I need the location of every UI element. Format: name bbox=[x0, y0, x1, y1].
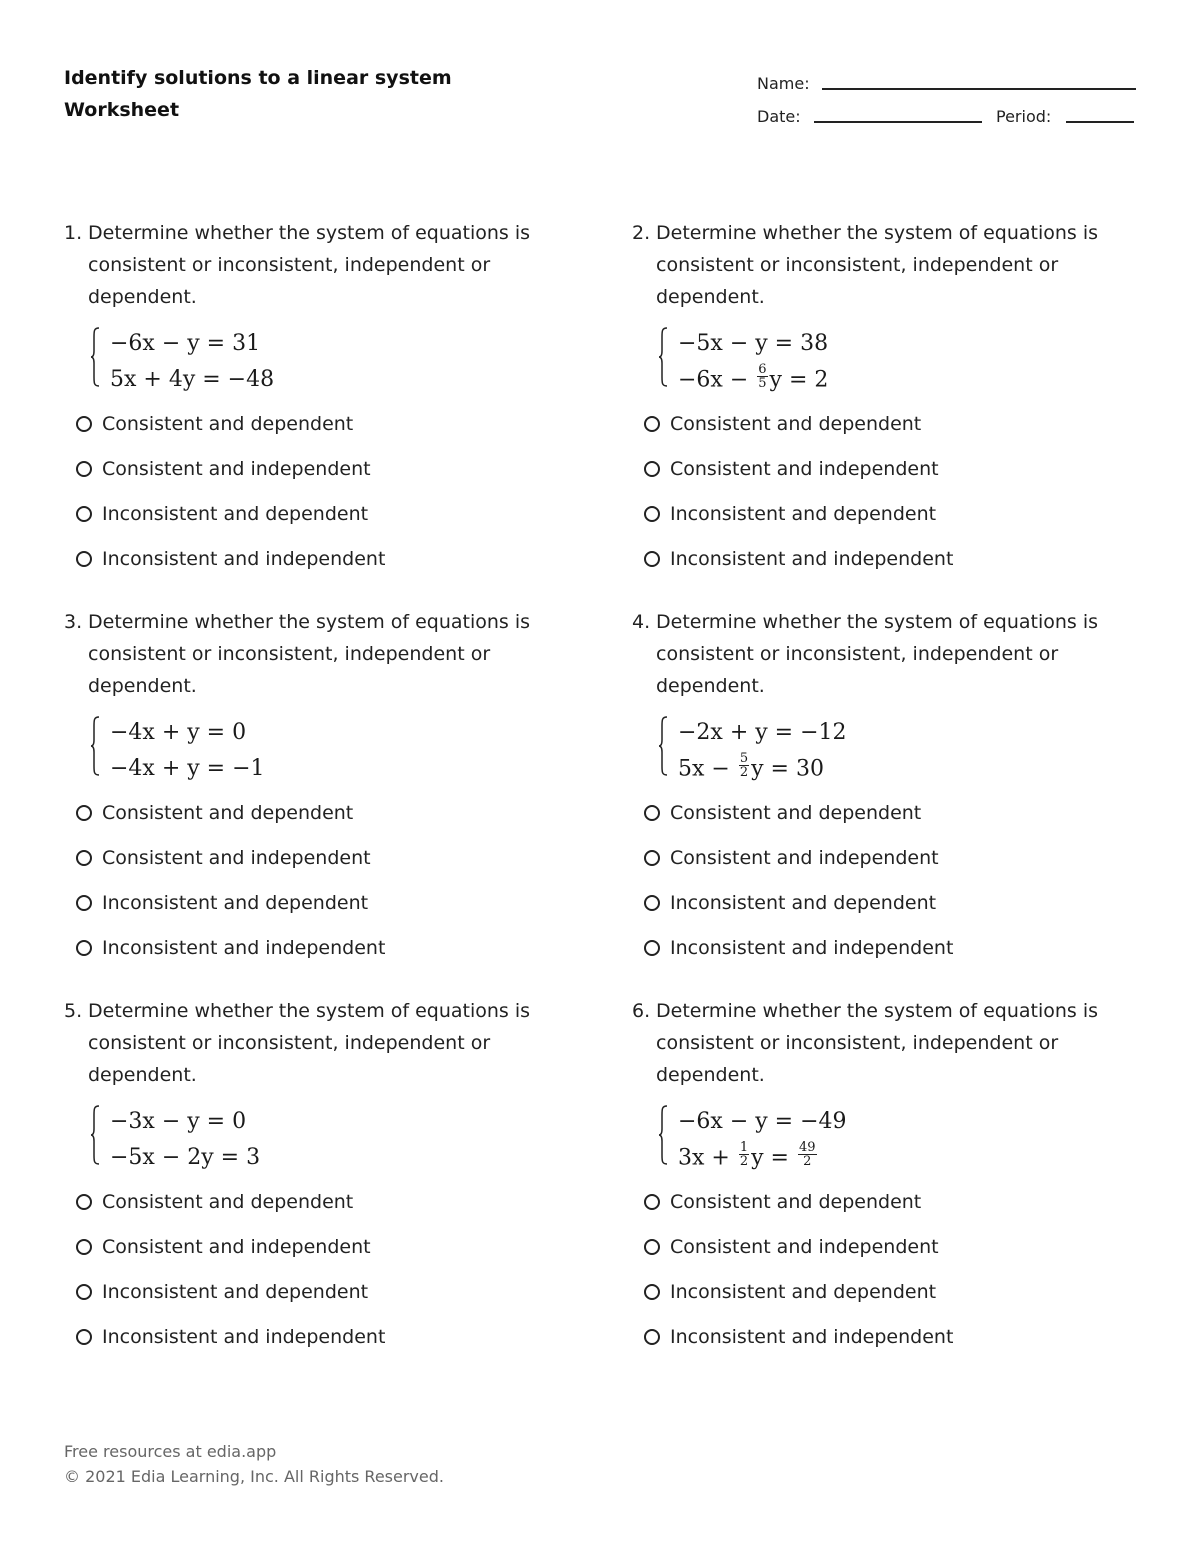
option-consistent-independent[interactable]: Consistent and independent bbox=[76, 835, 564, 880]
radio-icon[interactable] bbox=[76, 850, 92, 866]
fraction: $\frac{5}{2}$ bbox=[739, 751, 749, 780]
option-consistent-dependent[interactable]: Consistent and dependent bbox=[76, 790, 564, 835]
equation-1: −5x − y = 38 bbox=[678, 331, 829, 356]
option-inconsistent-dependent[interactable]: Inconsistent and dependent bbox=[644, 1269, 1132, 1314]
equation-2: 3x + $\frac{1}{2}$ y = $\frac{49}{2}$ bbox=[678, 1140, 816, 1171]
radio-icon[interactable] bbox=[76, 506, 92, 522]
equation-system bbox=[656, 1105, 1132, 1171]
question-4 bbox=[632, 606, 1132, 970]
option-consistent-independent[interactable]: Consistent and independent bbox=[76, 1224, 564, 1269]
radio-icon[interactable] bbox=[76, 416, 92, 432]
question-6 bbox=[632, 995, 1132, 1359]
radio-icon[interactable] bbox=[76, 551, 92, 567]
radio-icon[interactable] bbox=[76, 805, 92, 821]
period-label: Period: bbox=[996, 107, 1052, 126]
equation-1: −3x − y = 0 bbox=[110, 1109, 247, 1134]
option-consistent-independent[interactable]: Consistent and independent bbox=[644, 446, 1132, 491]
radio-icon[interactable] bbox=[644, 461, 660, 477]
radio-icon[interactable] bbox=[76, 940, 92, 956]
question-prompt: 1. Determine whether the system of equations is consistent or inconsistent, independent or dependent. bbox=[64, 222, 531, 308]
date-label: Date: bbox=[757, 107, 801, 126]
fraction: $\frac{49}{2}$ bbox=[798, 1140, 816, 1169]
question-prompt: 2. Determine whether the system of equations is consistent or inconsistent, independent or dependent. bbox=[632, 222, 1099, 308]
equation-2: −6x − $\frac{6}{5}$ y = 2 bbox=[678, 362, 829, 393]
worksheet-title: Identify solutions to a linear system bbox=[64, 67, 452, 89]
brace-icon bbox=[90, 327, 100, 387]
radio-icon[interactable] bbox=[76, 461, 92, 477]
footer-copyright: © 2021 Edia Learning, Inc. All Rights Reserved. bbox=[64, 1467, 444, 1486]
option-consistent-independent[interactable]: Consistent and independent bbox=[644, 835, 1132, 880]
radio-icon[interactable] bbox=[644, 895, 660, 911]
question-3 bbox=[64, 606, 564, 970]
brace-icon bbox=[658, 327, 668, 387]
option-inconsistent-independent[interactable]: Inconsistent and independent bbox=[644, 1314, 1132, 1359]
option-consistent-dependent[interactable]: Consistent and dependent bbox=[644, 790, 1132, 835]
question-prompt: 4. Determine whether the system of equations is consistent or inconsistent, independent or dependent. bbox=[632, 611, 1099, 697]
option-inconsistent-dependent[interactable]: Inconsistent and dependent bbox=[76, 491, 564, 536]
period-line[interactable] bbox=[1066, 121, 1134, 123]
question-prompt: 5. Determine whether the system of equations is consistent or inconsistent, independent or dependent. bbox=[64, 1000, 531, 1086]
equation-system bbox=[88, 1105, 564, 1170]
option-consistent-dependent[interactable]: Consistent and dependent bbox=[644, 401, 1132, 446]
radio-icon[interactable] bbox=[76, 895, 92, 911]
radio-icon[interactable] bbox=[644, 1239, 660, 1255]
option-consistent-dependent[interactable]: Consistent and dependent bbox=[76, 401, 564, 446]
question-5 bbox=[64, 995, 564, 1359]
radio-icon[interactable] bbox=[644, 506, 660, 522]
question-prompt: 6. Determine whether the system of equations is consistent or inconsistent, independent or dependent. bbox=[632, 1000, 1099, 1086]
name-line[interactable] bbox=[822, 88, 1136, 90]
equation-2: 5x + 4y = −48 bbox=[110, 367, 275, 392]
radio-icon[interactable] bbox=[76, 1239, 92, 1255]
radio-icon[interactable] bbox=[644, 416, 660, 432]
option-inconsistent-dependent[interactable]: Inconsistent and dependent bbox=[76, 1269, 564, 1314]
option-consistent-independent[interactable]: Consistent and independent bbox=[76, 446, 564, 491]
question-1 bbox=[64, 217, 564, 581]
footer-resources: Free resources at edia.app bbox=[64, 1442, 277, 1461]
option-inconsistent-independent[interactable]: Inconsistent and independent bbox=[76, 536, 564, 581]
brace-icon bbox=[90, 1105, 100, 1165]
option-inconsistent-dependent[interactable]: Inconsistent and dependent bbox=[76, 880, 564, 925]
equation-1: −2x + y = −12 bbox=[678, 720, 847, 745]
equation-system bbox=[656, 716, 1132, 782]
option-consistent-dependent[interactable]: Consistent and dependent bbox=[644, 1179, 1132, 1224]
worksheet-subtitle: Worksheet bbox=[64, 99, 180, 121]
option-inconsistent-independent[interactable]: Inconsistent and independent bbox=[76, 925, 564, 970]
radio-icon[interactable] bbox=[644, 850, 660, 866]
question-2 bbox=[632, 217, 1132, 581]
radio-icon[interactable] bbox=[644, 1284, 660, 1300]
fraction: $\frac{6}{5}$ bbox=[758, 362, 767, 391]
radio-icon[interactable] bbox=[644, 940, 660, 956]
brace-icon bbox=[658, 1105, 668, 1165]
option-inconsistent-dependent[interactable]: Inconsistent and dependent bbox=[644, 880, 1132, 925]
radio-icon[interactable] bbox=[644, 805, 660, 821]
equation-2: −5x − 2y = 3 bbox=[110, 1145, 261, 1170]
equation-2: 5x − $\frac{5}{2}$ y = 30 bbox=[678, 751, 824, 782]
option-inconsistent-independent[interactable]: Inconsistent and independent bbox=[76, 1314, 564, 1359]
option-inconsistent-independent[interactable]: Inconsistent and independent bbox=[644, 536, 1132, 581]
option-inconsistent-dependent[interactable]: Inconsistent and dependent bbox=[644, 491, 1132, 536]
radio-icon[interactable] bbox=[644, 1329, 660, 1345]
radio-icon[interactable] bbox=[644, 551, 660, 567]
option-consistent-independent[interactable]: Consistent and independent bbox=[644, 1224, 1132, 1269]
equation-1: −4x + y = 0 bbox=[110, 720, 247, 745]
equation-1: −6x − y = −49 bbox=[678, 1109, 847, 1134]
brace-icon bbox=[658, 716, 668, 776]
name-label: Name: bbox=[757, 74, 810, 93]
brace-icon bbox=[90, 716, 100, 776]
fraction: $\frac{1}{2}$ bbox=[739, 1140, 749, 1169]
radio-icon[interactable] bbox=[76, 1194, 92, 1210]
equation-2: −4x + y = −1 bbox=[110, 756, 265, 781]
equation-system bbox=[88, 327, 564, 392]
option-inconsistent-independent[interactable]: Inconsistent and independent bbox=[644, 925, 1132, 970]
equation-1: −6x − y = 31 bbox=[110, 331, 261, 356]
date-line[interactable] bbox=[814, 121, 982, 123]
equation-system bbox=[88, 716, 564, 781]
equation-system bbox=[656, 327, 1132, 393]
radio-icon[interactable] bbox=[76, 1284, 92, 1300]
radio-icon[interactable] bbox=[644, 1194, 660, 1210]
radio-icon[interactable] bbox=[76, 1329, 92, 1345]
question-prompt: 3. Determine whether the system of equations is consistent or inconsistent, independent or dependent. bbox=[64, 611, 531, 697]
option-consistent-dependent[interactable]: Consistent and dependent bbox=[76, 1179, 564, 1224]
